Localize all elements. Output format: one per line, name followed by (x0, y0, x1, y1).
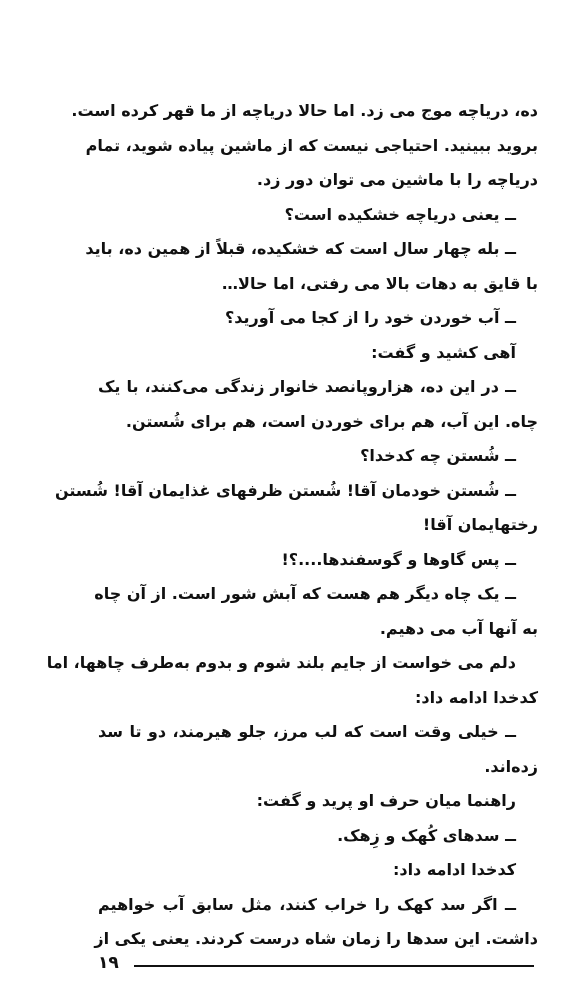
text-line: ــ آب خوردن خود را از کجا می آورید؟ (225, 308, 516, 327)
text-line: ــ پس گاوها و گوسفندها....؟! (281, 549, 516, 569)
footer-rule (134, 965, 534, 967)
page-number: ۱۹ (98, 953, 119, 973)
text-line: ــ اگر سد کهک را خراب کنند، مثل سابق آب خواهیم (98, 894, 516, 914)
text-line: ــ خیلی وقت است که لب مرز، جلو هیرمند، دو تا سد (98, 722, 516, 741)
text-line: رختهایمان آقا! (422, 515, 538, 534)
text-line: کدخدا ادامه داد: (414, 687, 538, 707)
text-line: ــ یعنی دریاچه خشکیده است؟ (284, 204, 516, 224)
text-line: راهنما میان حرف او پرید و گفت: (256, 791, 516, 810)
text-line: چاه. این آب، هم برای خوردن است، هم برای شُستن. (125, 411, 538, 431)
text-line: ــ بله چهار سال است که خشکیده، قبلاً از همین ده، باید (85, 239, 516, 258)
text-line: ده، دریاچه موج می زد. اما حالا دریاچه از ما قهر کرده است. (71, 101, 538, 120)
text-line: ــ سدهای کُهک و زِهک. (337, 825, 516, 845)
text-line: داشت. این سدها را زمان شاه درست کردند. یعنی یکی از (94, 929, 538, 948)
text-line: ــ شُستن خودمان آقا! شُستن ظرفهای غذایمان آقا! شُستن (55, 480, 516, 500)
page-footer (98, 951, 538, 975)
text-line: به آنها آب می دهیم. (379, 618, 538, 638)
text-line: زده‌اند. (484, 756, 538, 776)
text-line: بروید ببینید. احتیاجی نیست که از ماشین پیاده شوید، تمام (85, 135, 538, 155)
text-line: ــ در این ده، هزاروپانصد خانوار زندگی می‌کنند، با یک (98, 377, 516, 396)
text-line: آهی کشید و گفت: (371, 342, 516, 362)
text-line: ــ یک چاه دیگر هم هست که آبش شور است. از آن چاه (94, 584, 516, 603)
text-line: کدخدا ادامه داد: (392, 860, 516, 879)
text-line: با قایق به دهات بالا می رفتی، اما حالا… (222, 273, 538, 293)
text-line: دلم می خواست از جایم بلند شوم و بدوم به‌طرف چاهها، اما (46, 653, 516, 672)
text-line: دریاچه را با ماشین می توان دور زد. (256, 170, 538, 189)
body-text (46, 94, 538, 957)
text-line: ــ شُستن چه کدخدا؟ (360, 446, 516, 465)
